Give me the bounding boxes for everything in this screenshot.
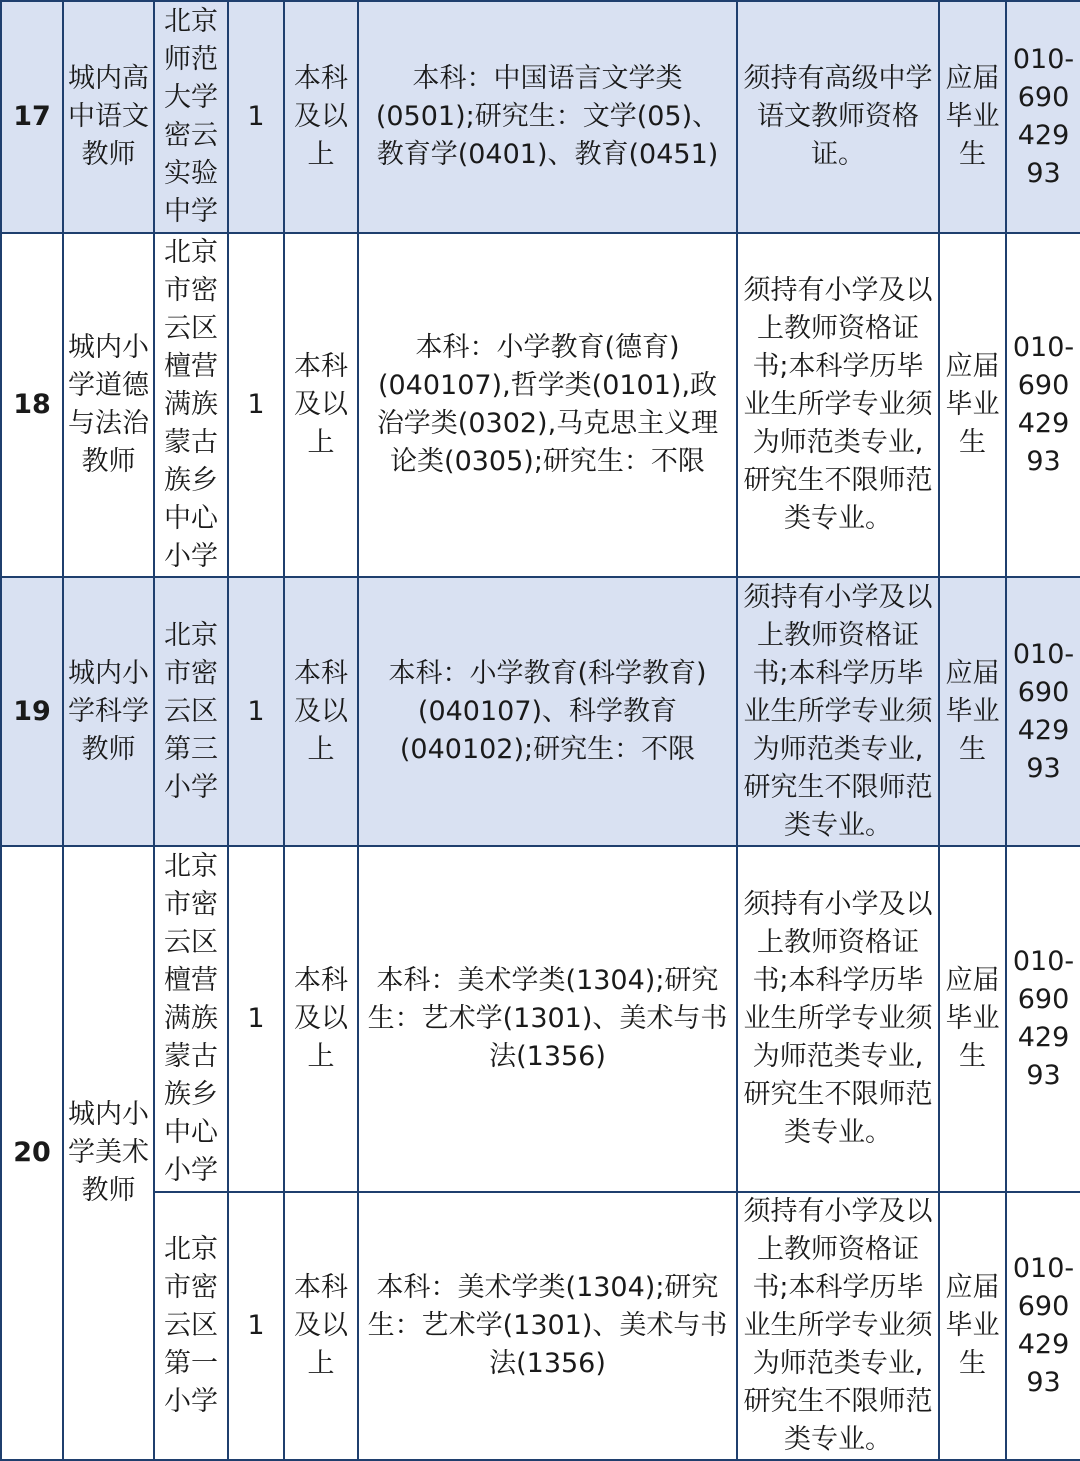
table-row [1,1192,1080,1460]
school-name: 北京市密云区檀营满族蒙古族乡中心小学 [154,846,228,1192]
contact-phone: 010-69042993 [1006,846,1080,1192]
education-level: 本科及以上 [284,233,358,577]
other-requirement: 须持有小学及以上教师资格证书;本科学历毕业生所学专业须为师范类专业,研究生不限师范类专业。 [737,846,939,1192]
contact-phone: 010-69042993 [1006,233,1080,577]
education-level: 本科及以上 [284,846,358,1192]
education-level: 本科及以上 [284,1192,358,1460]
contact-phone: 010-69042993 [1006,1192,1080,1460]
other-requirement: 须持有小学及以上教师资格证书;本科学历毕业生所学专业须为师范类专业,研究生不限师范类专业。 [737,233,939,577]
position-name: 城内高中语文教师 [63,1,154,233]
school-name: 北京师范大学密云实验中学 [154,1,228,233]
table-row [1,233,1080,577]
row-number: 20 [1,846,63,1460]
school-name: 北京市密云区第一小学 [154,1192,228,1460]
position-name: 城内小学科学教师 [63,577,154,846]
education-level: 本科及以上 [284,1,358,233]
other-requirement: 须持有高级中学语文教师资格证。 [737,1,939,233]
school-name: 北京市密云区檀营满族蒙古族乡中心小学 [154,233,228,577]
major-requirement: 本科：中国语言文学类(0501);研究生：文学(05)、教育学(0401)、教育(0451) [358,1,737,233]
row-number: 19 [1,577,63,846]
row-number: 17 [1,1,63,233]
hire-count: 1 [228,846,284,1192]
major-requirement: 本科：美术学类(1304);研究生：艺术学(1301)、美术与书法(1356) [358,846,737,1192]
school-name: 北京市密云区第三小学 [154,577,228,846]
other-requirement: 须持有小学及以上教师资格证书;本科学历毕业生所学专业须为师范类专业,研究生不限师范类专业。 [737,1192,939,1460]
contact-phone: 010-69042993 [1006,577,1080,846]
target-applicants: 应届毕业生 [939,1192,1006,1460]
target-applicants: 应届毕业生 [939,577,1006,846]
position-name: 城内小学美术教师 [63,846,154,1460]
position-name: 城内小学道德与法治教师 [63,233,154,577]
major-requirement: 本科：小学教育(德育)(040107),哲学类(0101),政治学类(0302),马克思主义理论类(0305);研究生：不限 [358,233,737,577]
target-applicants: 应届毕业生 [939,233,1006,577]
hire-count: 1 [228,233,284,577]
table-row [1,577,1080,846]
major-requirement: 本科：小学教育(科学教育)(040107)、科学教育(040102);研究生：不限 [358,577,737,846]
table-row [1,846,1080,1192]
hire-count: 1 [228,1192,284,1460]
target-applicants: 应届毕业生 [939,846,1006,1192]
other-requirement: 须持有小学及以上教师资格证书;本科学历毕业生所学专业须为师范类专业,研究生不限师范类专业。 [737,577,939,846]
table-row [1,1,1080,233]
major-requirement: 本科：美术学类(1304);研究生：艺术学(1301)、美术与书法(1356) [358,1192,737,1460]
hire-count: 1 [228,577,284,846]
education-level: 本科及以上 [284,577,358,846]
row-number: 18 [1,233,63,577]
target-applicants: 应届毕业生 [939,1,1006,233]
contact-phone: 010-69042993 [1006,1,1080,233]
hire-count: 1 [228,1,284,233]
